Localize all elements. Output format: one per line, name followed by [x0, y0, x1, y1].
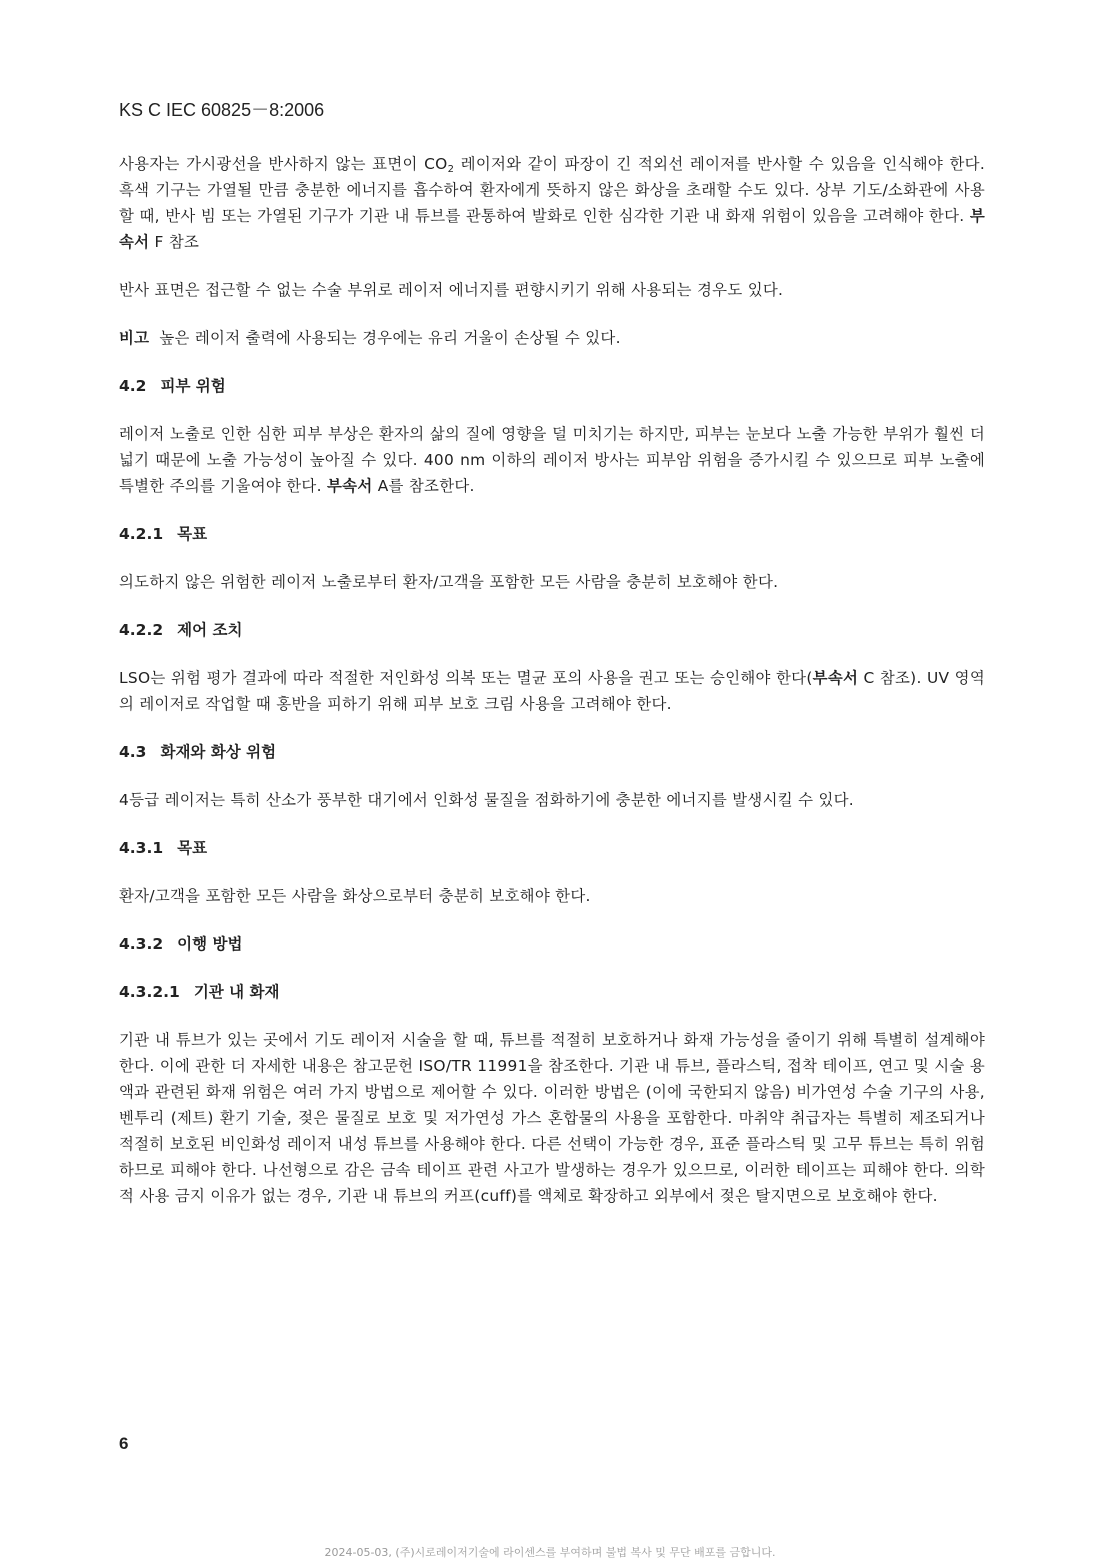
page-number: 6: [119, 1434, 129, 1453]
annex-reference: 부속서: [326, 477, 373, 495]
annex-reference: 부속서: [119, 207, 985, 251]
document-header: KS C IEC 60825－8:2006: [119, 100, 325, 120]
note-label: 비고: [119, 329, 150, 347]
paragraph-4-3: 4등급 레이저는 특히 산소가 풍부한 대기에서 인화성 물질을 점화하기에 충분한 에너지를 발생시킬 수 있다.: [119, 791, 854, 809]
paragraph-skin-hazard: 레이저 노출로 인한 심한 피부 부상은 환자의 삶의 질에 영향을 덜 미치기는 하지만, 피부는 눈보다 노출 가능한 부위가 훨씬 더 넓기 때문에 노출 가능성이 높아질 수 있다. 400 nm 이하의 레이저 방사는 피부암 위험을 증가시킬 수 있으므로 피부 노출에 특별한 주의를 기울여야 한다. 부속서 A를 참조한다.: [119, 425, 985, 495]
note: [119, 325, 985, 351]
paragraph-reflection: 사용자는 가시광선을 반사하지 않는 표면이 $CO_2$ 레이저와 같이 파장이 긴 적외선 레이저를 반사할 수 있음을 인식해야 한다. 흑색 기구는 가열될 만큼 충분한 에너지를 흡수하여 환자에게 뜻하지 않은 화상을 초래할 수도 있다. 상부 기도/소화관에 사용할 때, 반사 빔 또는 가열된 기구가 기관 내 튜브를 관통하여 발화로 인한 심각한 기관 내 화재 위험이 있음을 고려해야 한다. 부속서 F 참조: [119, 155, 986, 251]
section-heading-4-3-1: 4.3.1 목표: [119, 839, 208, 857]
paragraph-reflective-surfaces: 반사 표면은 접근할 수 없는 수술 부위로 레이저 에너지를 편향시키기 위해 사용되는 경우도 있다.: [119, 281, 784, 299]
paragraph-4-3-2-1: 기관 내 튜브가 있는 곳에서 기도 레이저 시술을 할 때, 튜브를 적절히 보호하거나 화재 가능성을 줄이기 위해 특별히 설계해야 한다. 이에 관한 더 자세한 내용은 참고문헌 ISO/TR 11991을 참조한다. 기관 내 튜브, 플라스틱, 접착 테이프, 연고 및 시술 용액과 관련된 화재 위험은 여러 가지 방법으로 제어할 수 있다. 이러한 방법은 (이에 국한되지 않음) 비가연성 수술 기구의 사용, 벤투리 (제트) 환기 기술, 젖은 물질로 보호 및 저가연성 가스 혼합물의 사용을 포함한다. 마취약 취급자는 특별히 제조되거나 적절히 보호된 비인화성 레이저 내성 튜브를 사용해야 한다. 다른 선택이 가능한 경우, 표준 플라스틱 및 고무 튜브는 특히 위험하므로 피해야 한다. 나선형으로 감은 금속 테이프 관련 사고가 발생하는 경우가 있으므로, 이러한 테이프는 피해야 한다. 의학적 사용 금지 이유가 없는 경우, 기관 내 튜브의 커프(cuff)를 액체로 확장하고 외부에서 젖은 탈지면으로 보호해야 한다.: [119, 1031, 985, 1205]
section-heading-4-3-2: 4.3.2 이행 방법: [119, 935, 243, 953]
paragraph-4-2-2: LSO는 위험 평가 결과에 따라 적절한 저인화성 의복 또는 멸균 포의 사용을 권고 또는 승인해야 한다(부속서 C 참조). UV 영역의 레이저로 작업할 때 홍반을 피하기 위해 피부 보호 크림 사용을 고려해야 한다.: [119, 669, 986, 713]
subscript: 2: [447, 164, 455, 175]
section-heading-4-2-2: 4.2.2 제어 조치: [119, 621, 243, 639]
section-heading-4-2-1: 4.2.1 목표: [119, 525, 208, 543]
section-heading-4-3: 4.3 화재와 화상 위험: [119, 743, 277, 761]
section-heading-4-2: 4.2 피부 위험: [119, 377, 226, 395]
section-heading-4-3-2-1: 4.3.2.1 기관 내 화재: [119, 983, 280, 1001]
document-page: [119, 96, 985, 1231]
paragraph-4-3-1: 환자/고객을 포함한 모든 사람을 화상으로부터 충분히 보호해야 한다.: [119, 887, 591, 905]
paragraph-4-2-1: 의도하지 않은 위험한 레이저 노출로부터 환자/고객을 포함한 모든 사람을 충분히 보호해야 한다.: [119, 573, 779, 591]
note-text: 높은 레이저 출력에 사용되는 경우에는 유리 거울이 손상될 수 있다.: [159, 329, 621, 347]
annex-reference: 부속서: [812, 669, 859, 687]
license-footer: 2024-05-03, (주)시로레이저기술에 라이센스를 부여하며 불법 복사 및 무단 배포를 금합니다.: [324, 1546, 776, 1559]
